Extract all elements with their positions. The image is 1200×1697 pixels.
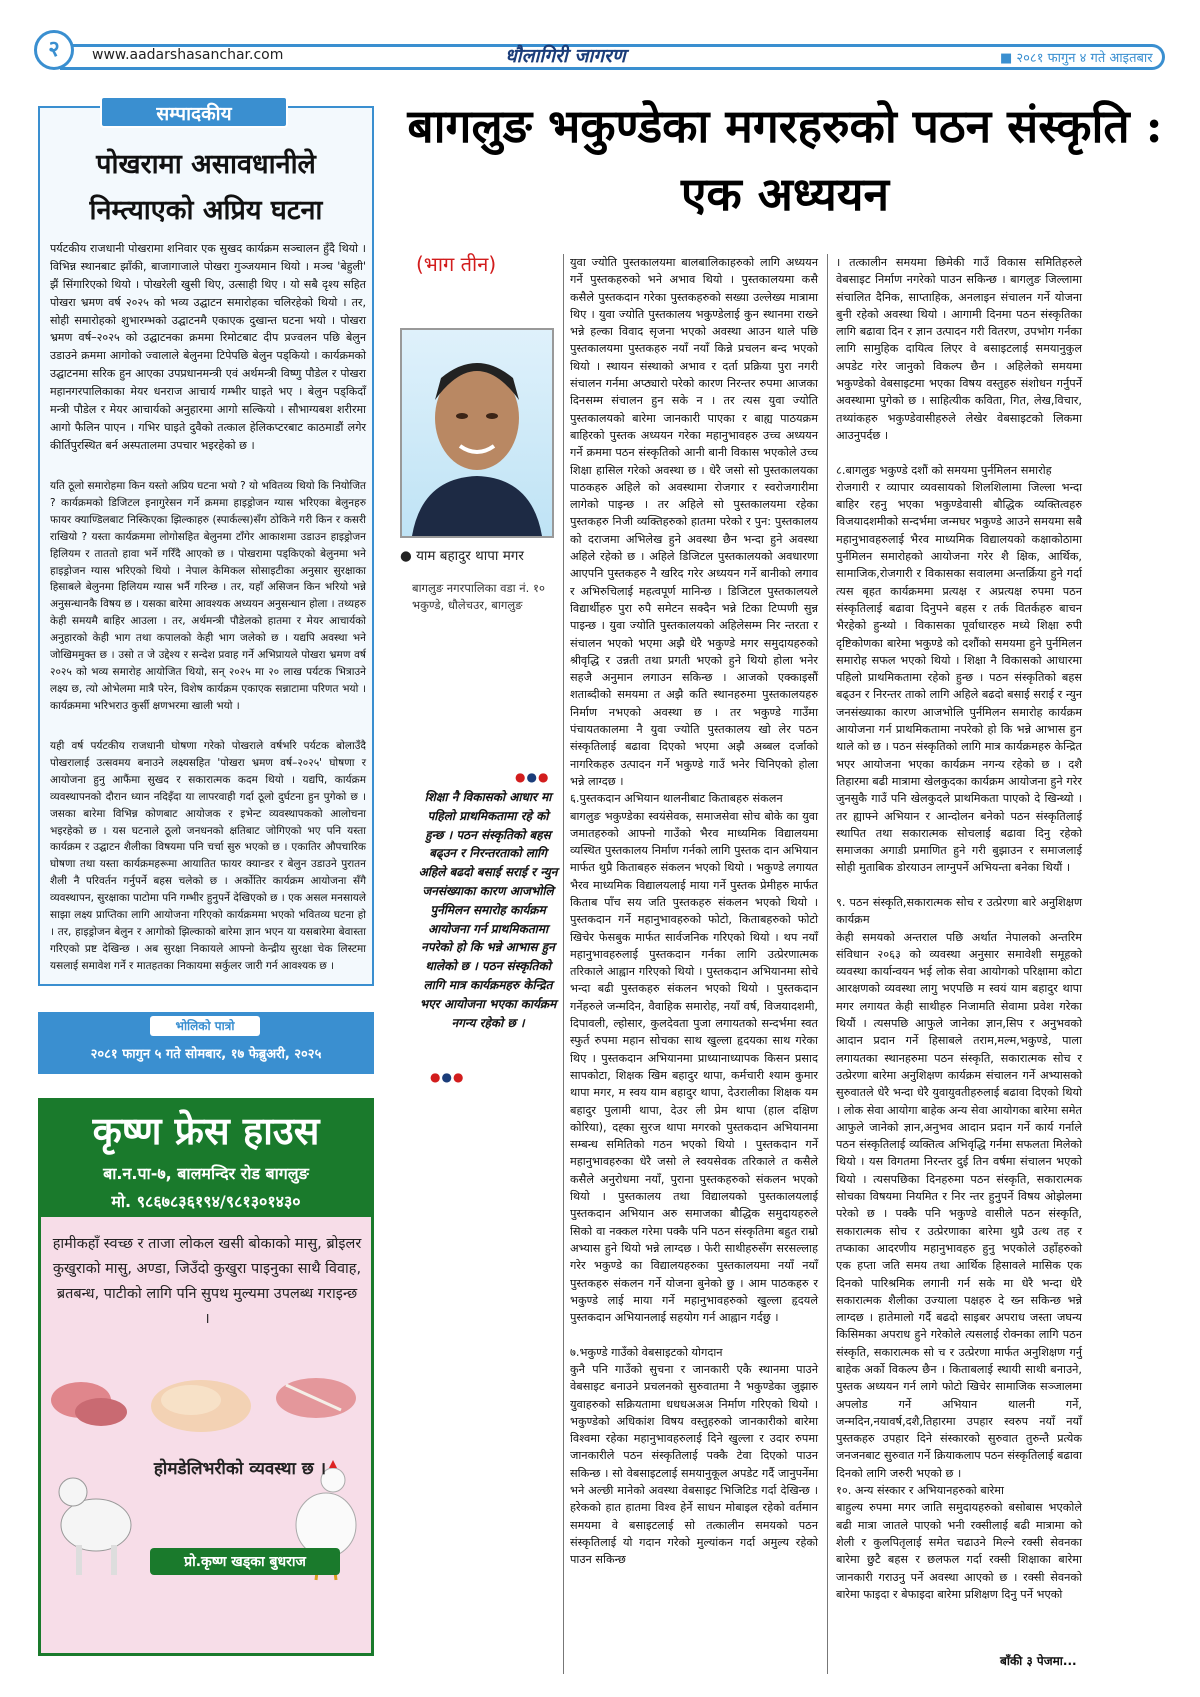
column-rule [563, 254, 564, 1674]
article-part: (भाग तीन) [416, 252, 497, 276]
masthead-logo: धौलागिरी जागरण [505, 45, 626, 67]
editorial-paragraph: यति ठूलो समारोहमा किन यस्तो अप्रिय घटना भयो ? यो भवितव्य थियो कि नियोजित ? कार्यक्रमको डिजिटल इनागुरेसन गर्ने क्रममा हाइड्रोजन ग्यास भरिएका बेलुनहरु फायर क्याण्डिलबाट निस्किएका झिल्काहरु (स्पार्कल्स)सँग ठोकिने गरी किन र कसरी राखियो ? यस्ता कार्यक्रममा लोगोसहित बेलुनमा टाँगेर आकाशमा उडाउन हाइड्रोजन हिलियम र ताततो हावा भर्ने गरिँदै आएको छ । पोखरामा पड्किएको बेलुनमा भने हाइड्रोजन ग्यास भरिएको थियो । नेपाल केमिकल सोसाइटीका अनुसार सुरक्षाका हिसाबले बेलुनमा हिलियम ग्यास भर्नै गरिन्छ । तर, यहाँ असिजन किन भरियो भन्ने अनुसन्धानकै विषय छ । यसका बारेमा आवश्यक अध्ययन अनुसन्धान होला । तथ्यहरु केही समयमै बाहिर आउला । तर, अर्थमन्त्री पौडेलको हातमा र मेयर आचार्यको अनुहारको केही भाग तथा कपालको केही भाग जलेको छ । यद्यपि अवस्था भने जोखिममुक्त छ । उसो त जे उद्देश्य र सन्देश प्रवाह गर्ने अभिप्रायले पोखरा भ्रमण वर्ष २०२५ को भव्य समारोह आयोजित थियो, सन् २०२५ मा २० लाख पर्यटक भित्राउने लक्ष्य छ, त्यो ओभेलमा मात्रै परेन, विशेष कार्यक्रम एकाएक सन्नाटामा परिणत भयो । कार्यक्रममा भरिभराउ कुर्सी क्षणभरमा खाली भयो । [50, 480, 366, 712]
editorial-heading: पोखरामा असावधानीले निम्त्याएको अप्रिय घटना [89, 149, 323, 226]
ad-description: हामीकहाँ स्वच्छ र ताजा लोकल खसी बोकाको मासु, ब्रोइलर कुखुराको मासु, अण्डा, जिउँदो कुखुरा पाइनुका साथै विवाह, ब्रतबन्ध, पाटीको लागि पनि सुपथ मुल्यमा उपलब्ध गराइन्छ । [52, 1236, 362, 1327]
pull-quote: शिक्षा नै विकासको आधार मा पहिलो प्राथमिकतामा रहे को हुन्छ । पठन संस्कृतिको बहस बढ्उन र निरन्तरताको लागि अहिले बढदो बसाई सराई र न्युन जनसंख्याका कारण आजभोलि पुर्नमिलन समारोह कार्यक्रम आयोजना गर्न प्राथमिकतामा नपरेको हो कि भन्ने आभास हुन थालेको छ । पठन संस्कृतिको लागि मात्र कार्यक्रमहरु केन्द्रित भएर आयोजना भएका कार्यक्रम नगन्य रहेको छ । [418, 790, 558, 1030]
article-headline: बागलुङ भकुण्डेका मगरहरुको पठन संस्कृति : एक अध्ययन [407, 99, 1163, 221]
author-address: बागलुङ नगरपालिका वडा नं. १० भकुण्डे, धौलेचउर, बागलुङ [412, 581, 545, 612]
editorial-label: सम्पादकीय [100, 96, 288, 128]
decor-dots-icon: ●●● [430, 1070, 465, 1084]
calendar-label: भोलिको पात्रो [150, 1016, 260, 1036]
editorial-paragraph: यही वर्ष पर्यटकीय राजधानी घोषणा गरेको पोखराले वर्षभरि पर्यटक बोलाउँदै पोखरालाई उत्सवमय बनाउने लक्ष्यसहित 'पोखरा भ्रमण वर्ष–२०२५' घोषणा र आयोजना हुनु आफैंमा सुखद र सकारात्मक कदम थियो । यद्यपि, कार्यक्रम व्यवस्थापनको दौरान ध्यान नदिइँदा या लापरवाही गर्दा ठूलो दुर्घटना हुन पुगेको छ । जसका बारेमा विभिन्न कोणबाट आयोजक र इभेन्ट व्यवस्थापकको आलोचना भइरहेको छ । यस घटनाले ठूलो जनधनको क्षतिबाट जोगिएको भए पनि यस्ता कार्यक्रम र उद्घाटन शैलीका विषयमा पनि चर्चा सुरु भएको छ । एकातिर औपचारिक घोषणा तथा यस्ता कार्यक्रमहरूमा आयातित फायर क्यान्डर र बेलुन उडाउने पुरातन शैली नै परिवर्तन गर्नुपर्ने बहस चलेको छ । अर्कोतिर कार्यक्रम आयोजना सँगै व्यवस्थापन, सुरक्षाका पाटोमा पनि गम्भीर हुनुपर्ने देखिएको छ । एक असल मनसायले साझा लक्ष्य प्राप्तिका लागि आयोजना गरिएको कार्यक्रममा भएको भवितव्य घटना हो । तर, हाइड्रोजन बेलुन र आगोको झिल्काको बारेमा ज्ञान भएन या यसबारेमा बेवास्ता गरिएको प्रष्ट देखिन्छ । अब सुरक्षा निकायले आफ्नो केन्द्रीय सुरक्षा चेक लिस्टमा यसलाई समावेश गर्ने र मातहतका निकायमा सर्कुलर जारी गर्न आवश्यक छ । [50, 740, 367, 972]
meat-illustration [41, 1340, 371, 1650]
raw-meat-icon [51, 1382, 127, 1426]
chicken-meat-icon [151, 1380, 251, 1432]
calendar-date: २०८१ फागुन ५ गते सोमबार, १७ फेब्रुअरी, २०२५ [90, 1047, 322, 1062]
decor-dots-icon: ●●● [515, 770, 550, 784]
article-column-2: । तत्कालीन समयमा छिमेकी गाउँ विकास समितिहरुले वेबसाइट निर्माण नगरेको पाउन सकिन्छ । बागलुङ जिल्लामा संचालित दैनिक, साप्ताहिक, अनलाइन संचालन गर्ने योजना बुनी रहेको अवस्था थियो । आगामी दिनमा पठन संस्कृतिका लागि बढावा दिन र ज्ञान उत्पादन गरी वितरण, उपभोग गर्नका लागि सामुहिक दायित्व लिएर वे बसाइटलाई समयानुकुल अपडेट गरेर जानुको विकल्प छैन । अहिलेको समयमा भकुण्डेको वेबसाइटमा भएका विषय वस्तुहरु संशोधन गर्नुपर्ने अवस्थामा पुगेको छ । साहित्यीक कविता, गित, लेख,विचार, तथ्यांकहरु भकुण्डेवासीहरुले लेखेर वेबसाइटको लिकमा आउनुपर्दछ । ८.बागलुङ भकुण्डे दशौं को समयमा पुर्नमिलन समारोह रोजगारी र व्यापार व्यवसायको शिलशिलामा जिल्ला भन्दा बाहिर रहनु भएका भकुण्डेवासी बौद्धिक व्यक्तित्वहरु विजयादशमीको सन्दर्भमा जन्मघर भकुण्डे आउने समयमा सबै महानुभावहरुलाई भैरव माध्यमिक विद्यालयको कक्षाकोठामा पुर्नमिलन समारोहको आयोजना गरेर शै क्षिक, आर्थिक, सामाजिक,रोजगारी र विकासका सवालमा अन्तर्क्रिया हुने गर्दा त्यस बृहत कार्यक्रममा प्रत्यक्ष र अप्रत्यक्ष रुपमा पठन संस्कृतिलाई बढावा दिनुपने बहस र तर्क वितर्कहरु बाचन भैरहेको हुन्थ्यो । विकासका पूर्वाधारहरु मध्ये शिक्षा रुपी दृष्टिकोणका बारेमा भकुण्डे को दशौंको समयमा हुने पुर्नमिलन समारोह सफल भएको थियो । शिक्षा नै विकासको आधारमा पहिलो प्राथमिकतामा रहेको हुन्छ । पठन संस्कृतिको बहस बढ्उन र निरन्तर ताको लागि अहिले बढदो बसाई सराई र न्युन जनसंख्याका कारण आजभोलि पुर्नमिलन समारोह कार्यक्रम आयोजना गर्न प्राथमिकतामा नपरेको हो कि भन्ने आभास हुन थाले को छ । पठन संस्कृतिको लागि मात्र कार्यक्रमहरु केन्द्रित भएर आयोजना भएका कार्यक्रम नगन्य रहेको छ । दशै तिहारमा बढी मात्रामा खेलकुदका कार्यक्रम आयोजना हुने गरेर जुनसुकै गाउँ पनि खेलकुदले प्राथमिकता पाएको दे खिन्थ्यो । तर ह्याफ्ने अभियान र आन्दोलन बनेको पठन संस्कृतिलाई स्थापित तथा सकारात्मक सोचलाई बढावा दिनु रहेको समाजका अगाडी प्रमाणित हुने गरी बुझाउन र समाजलाई सोही मुताबिक डोरयाउन लाग्नुपर्ने अभियन्ता बनेका थियौं । ९. पठन संस्कृति,सकारात्मक सोच र उत्प्रेरणा बारे अनुशिक्षण कार्यक्रम केही समयको अन्तराल पछि अर्थात नेपालको अन्तरिम संविधान २०६३ को व्यवस्था अनुसार समावेशी समूहको व्यवस्था कार्यान्वयन भई लोक सेवा आयोगको परिक्षामा कोटा आरक्षणको व्यवस्था लागु भएपछि म स्वयं याम बहादुर थापा मगर लगायत केही साथीहरु निजामति सेवामा प्रवेश गरेका थियौं । त्यसपछि आफुले जानेका ज्ञान,सिप र अनुभवको आदान प्रदान गर्ने हिसाबले तराम,मल्म,भकुण्डे, पाला लगायतका स्थानहरुमा पठन संस्कृति, सकारात्मक सोच र उत्प्रेरणा बारेमा अनुशिक्षण कार्यक्रम संचालन गर्ने अभ्यासको सुरुवातले धेरै भन्दा धेरै युवायुवतीहरुलाई बढावा दिएको थियो । लोक सेवा आयोगा बाहेक अन्य सेवा आयोगका बारेमा समेत आफुले जानेको ज्ञान,अनुभव आदान प्रदान गर्ने कार्य गर्नाले पठन संस्कृतिलाई व्यक्तित्व अभिवृद्धि गर्नमा सफलता मिलेको थियो । यस विगतमा निरन्तर दुई तिन वर्षमा संचालन भएको थियो । त्यसपछिका दिनहरुमा पठन संस्कृति, सकारात्मक सोचका विषयमा नियमित र निर न्तर हुनुपर्ने विषय ओझेलमा परेको छ । पक्कै पनि भकुण्डे वासीले पठन संस्कृति, सकारात्मक सोच र उत्प्रेरणाका बारेमा थुप्रै उत्थ तह र तप्काका आदरणीय महानुभावहरु हुनु भएकोले उहाँहरुको एक हप्ता जति समय तथा आर्थिक हिसावले मासिक एक दिनको पारिश्रमिक लगानी गर्न सके मा धेरै भन्दा धेरै सकारात्मक शैलीका उज्याला पक्षहरु दे ख्न सकिन्छ भन्ने लाग्दछ । हातेमालो गर्दै बढदो साइबर अपराध जस्ता जघन्य किसिमका अपराध हुने गरेकोले त्यसलाई रोक्नका लागि पठन संस्कृति, सकारात्मक सो च र उत्प्रेरणा मार्फत अनुशिक्षण गर्नु बाहेक अर्को विकल्प छैन । किताबलाई स्थायी साथी बनाउने, पुस्तक अध्ययन गर्न लागे फोटो खिचेर सामाजिक सञ्जालमा अपलोड गर्ने अभियान थालनी गर्ने, जन्मदिन,नयावर्ष,दशै,तिहारमा उपहार स्वरुप नयाँ नयाँ पुस्तकहरु उपहार दिने संस्कारको सुरुवात तुरुन्तै प्रत्येक जनजनबाट सुरुवात गर्ने क्रियाकलाप पठन संस्कृतिलाई बढावा दिनको लागि जरुरी भएको छ । १०. अन्य संस्कार र अभियानहरुको बारेमा बाहुल्य रुपमा मगर जाति समुदायहरुको बसोबास भएकोले बढी मात्रा जातले पाएको भनी रक्सीलाई बढी मात्रामा को शेली र कुलपितृलाई समेत चढाउने मिल्ने रक्सी सेवनका बारेमा छुटै बहस र छलफल गर्दा रक्सी शिक्षाका बारेमा जानकारी गराउनु पर्ने अवस्था आएको छ । रक्सी सेवनको बारेमा फाइदा र बेफाइदा बारेमा प्रशिक्षण दिनु पर्ने भएको [836, 256, 1083, 1601]
article-column-1: युवा ज्योति पुस्तकालयमा बालबालिकाहरुको लागि अध्ययन गर्ने पुस्तकहरुको भने अभाव थियो । पुस्तकालयमा कसै कसैले पुस्तकदान गरेका पुस्तकहरुको सख्या उल्लेख्य मात्रामा थिए । युवा ज्योति पुस्तकालय भकुण्डेलाई कुन स्थानमा राख्ने भन्ने हल्का विवाद सृजना भएको अवस्था आउन थाले पछि पुस्तकालयमा पुस्तकहरु नयाँ नयाँ किन्ने प्रचलन बन्द भएको थियो । स्थायन संस्थाको अभाव र दर्ता प्रक्रिया पुरा नगरी संचालन गर्नमा अप्ठ्यारो परेको कारण निरन्तर रुपमा आजका दिनसम्म संचालन हुन सके न । तर त्यस युवा ज्योति पुस्तकालयको बारेमा जानकारी पाएका र बाह्य पाठयक्रम बाहिरको पुस्तक अध्ययन गरेका महानुभावहरु उच्च अध्ययन गर्ने क्रममा पठन संस्कृतिको आनी बानी विकास भएकोले उच्च शिक्षा हासिल गरेको अवस्था छ । धेरै जसो सो पुस्तकालयका पाठकहरु अहिले को अवस्थामा रोजगार र स्वरोजगारीमा लागेको पाइन्छ । तर अहिले सो पुस्तकालयमा रहेका पुस्तकहरु निजी व्यक्तिहरुको हातमा परेको र पुन: पुस्तकालय को दराजमा अभिलेख हुने अवस्था छैन भन्दा हुने अवस्था अहिले रहेको छ । अहिले डिजिटल पुस्तकालयको अवधारणा आएपनि पुस्तकहरु नै खरिद गरेर अध्ययन गर्ने बानीको लगाव र अभिरुचिलाई महत्वपूर्ण मानिन्छ । डिजिटल पुस्तकालयले विद्यार्थीहरु पुरा रुपै समेटन सक्दैन भन्ने टिका टिप्पणी सुन्न पाइन्छ । युवा ज्योति पुस्तकालयको अहिलेसम्म निर न्तरता र संचालन भएको भएमा अझै धेरै भकुण्डे मगर समुदायहरुको श्रीवृद्धि र उन्नती तथा प्रगती भएको हुने थियो होला भनेर सहजै अनुमान लगाउन सकिन्छ । आजको एक्काइसौं शताब्दीको समयमा त अझै कति स्थानहरुमा पुस्तकालयहरु निर्माण नभएको अवस्था छ । तर भकुण्डे गाउँमा पंचायतकालमा नै युवा ज्योति पुस्तकालय खो लेर पठन संस्कृतिलाई बढावा दिएको भएमा अझै अब्बल दर्जाको नागरिकहरु उत्पादन गर्ने भकुण्डे गाउँ भनेर चिनिएको होला भन्ने लाग्दछ । ६.पुस्तकदान अभियान थालनीबाट किताबहरु संकलन बागलुङ भकुण्डेका स्वयंसेवक, समाजसेवा सोच बोके का युवा जमातहरुको आफ्नो गाउँको भैरव माध्यमिक विद्यालयमा व्यस्थित पुस्तकालय निर्माण गर्नको लागि पुस्तक दान अभियान मार्फत थुप्रै किताबहरु संकलन भएको थियो । भकुण्डे लगायत भैरव माध्यमिक विद्यालयलाई माया गर्ने पुस्तक प्रेमीहरु मार्फत किताब पाँच सय जति पुस्तकहरु संकलन भएको थियो । पुस्तकदान गर्ने महानुभावहरुको फोटो, किताबहरुको फोटो खिचेर फेसबुक मार्फत सार्वजनिक गरिएको थियो । थप नयाँ महानुभावहरुलाई पुस्तकदान गर्नका लागि उत्प्रेरणात्मक तरिकाले आह्वान गरिएको थियो । पुस्तकदान अभियानमा सोचे भन्दा बढी पुस्तकहरु संकलन भएको थियो । पुस्तकदान गर्नेहरुले जन्मदिन, वैवाहिक समारोह, नयाँ वर्ष, विजयादशमी, दिपावली, ल्होसार, कुलदेवता पुजा लगायतको सन्दर्भमा स्वत स्फुर्त रुपमा महान सोचका साथ खुल्ला हृदयका साथ गरेका थिए । पुस्तकदान अभियानमा प्राध्यानाध्यापक किसन प्रसाद सापकोटा, शिक्षक खिम बहादुर थापा, कर्मचारी श्याम कुमार थापा मगर, म स्वय याम बहादुर थापा, देउरालीका शिक्षक यम बहादुर पुलामी थापा, देउर ली प्रेम थापा (हाल दक्षिण कोरिया), दह्का सुरज थापा मगरको पुस्तकदान अभियानमा सम्बन्ध समितिको गठन भएको थियो । पुस्तकदान गर्ने महानुभावहरुका धेरै जसो ले स्वयसेवक तरिकाले त कसैले कसैले अनुरोधमा नयाँ, पुराना पुस्तकहरुको संकलन भएको थियो । पुस्तकालय तथा विद्यालयको पुस्तकालयलाई पुस्तकदान अभियान अरु समाजका बौद्धिक समुदायहरुले सिको वा नक्कल गरेमा पक्कै पनि पठन संस्कृतिमा बहुत राम्रो अभ्यास हुने थियो भन्ने लाग्दछ । फेरी साथीहरुसँग सरसल्लाह गरेर भकुण्डे का विद्यालयहरुका पुस्तकालयमा नयाँ नयाँ पुस्तकहरु संकलन गर्ने योजना बुनेको छु । आम पाठकहरु र भकुण्डे लाई माया गर्ने महानुभावहरुको खुल्ला हृदयले पुस्तकदान अभियानलाई सहयोग गर्न आह्वान गर्दछु । ७.भकुण्डे गाउँको वेबसाइटको योगदान कुनै पनि गाउँको सुचना र जानकारी एकै स्थानमा पाउने वेबसाइट बनाउने प्रचलनको सुरुवातमा नै भकुण्डेका जुझारु युवाहरुको सक्रियतामा धधधअअअ निर्माण गरिएको थियो । भकुण्डेको अधिकांश विषय वस्तुहरुको जानकारीको बारेमा विश्वमा रहेका महानुभावहरुलाई दिने खुल्ला र उदार रुपमा जानकारीले पठन संस्कृतिलाई पक्कै टेवा दिएको पाउन सकिन्छ । सो वेबसाइटलाई समयानुकूल अपडेट गर्दै जानुपर्नेमा भने अल्छी मानेको अवस्था वेबसाइट भिजिटिड गर्दा देखिन्छ । हरेकको हात हातमा विश्व हेर्ने साधन मोबाइल रहेको वर्तमान समयमा वे बसाइटलाई सो तत्कालीन समयको पठन संस्कृतिलाई यो गदान गरेको मुल्यांकन गर्दा अमुल्य रहेको पाउन सकिन्छ [570, 256, 818, 1567]
ad-proprietor: प्रो.कृष्ण खड्का बुधराज [150, 1548, 340, 1575]
ad-phone: मो. ९८६७८३६१९४/९८१३०१४३० [111, 1192, 301, 1211]
column-rule [827, 254, 828, 1674]
portrait-icon [402, 330, 552, 536]
ad-business-name: कृष्ण फ्रेस हाउस [92, 1108, 320, 1153]
author-photo [400, 328, 554, 538]
issue-date: ■ २०८१ फागुन ४ गते आइतबार [1000, 51, 1153, 66]
page-number: २ [34, 30, 74, 70]
continued-note: बाँकी ३ पेजमा... [1000, 1654, 1077, 1668]
ad-address: बा.न.पा-७, बालमन्दिर रोड बागलुङ [103, 1164, 309, 1183]
ribs-icon [276, 1378, 356, 1418]
ad-home-delivery: होमडेलिभरीको व्यवस्था छ । [153, 1459, 327, 1479]
goat-icon [59, 1478, 131, 1575]
author-name: ● याम बहादुर थापा मगर [400, 548, 524, 564]
website-url[interactable]: www.aadarshasanchar.com [92, 47, 284, 63]
editorial-paragraph: पर्यटकीय राजधानी पोखरामा शनिवार एक सुखद कार्यक्रम सञ्चालन हुँदै थियो । विभिन्न स्थानबाट झाँकी, बाजागाजाले पोखरा गुञ्जयमान थियो । मञ्च 'बेहुली' झैं सिंगारिएको थियो । पोखरेली खुसी थिए, उत्साही थिए । यो सबै दृश्य सहित पोखरा भ्रमण वर्ष २०२५ को भव्य उद्घाटन समारोहका चलिरहेको थियो । तर, सोही समारोहको शुभारम्भको उद्घाटनमै एकाएक दुखान्त घटना भयो । पोखरा भ्रमण वर्ष–२०२५ को उद्घाटनका क्रममा रिमोटबाट दीप प्रज्वलन पछि बेलुन उडाउने क्रममा आगोको ज्वालाले बेलुनमा टिपेपछि बेलुन पड्कियो । कार्यक्रमको उद्घाटनमा सरिक हुन आएका उपप्रधानमन्त्री एवं अर्थमन्त्री विष्णु पौडेल र पोखरा महानगरपालिकाका मेयर धनराज आचार्य गम्भीर घाइते भए । बेलुन पड्किदाँ मन्त्री पौडेल र मेयर आचार्यको अनुहारमा आगो सल्कियो । सौभाग्यबश शरीरमा आगो फैलिन पाएन । गभिर घाइते दुवैको तत्काल हेलिकप्टरबाट काठमाडौं लगेर कीर्तिपुरस्थित बर्न अस्पतालमा उपचार भइरहेको छ । [50, 242, 366, 452]
